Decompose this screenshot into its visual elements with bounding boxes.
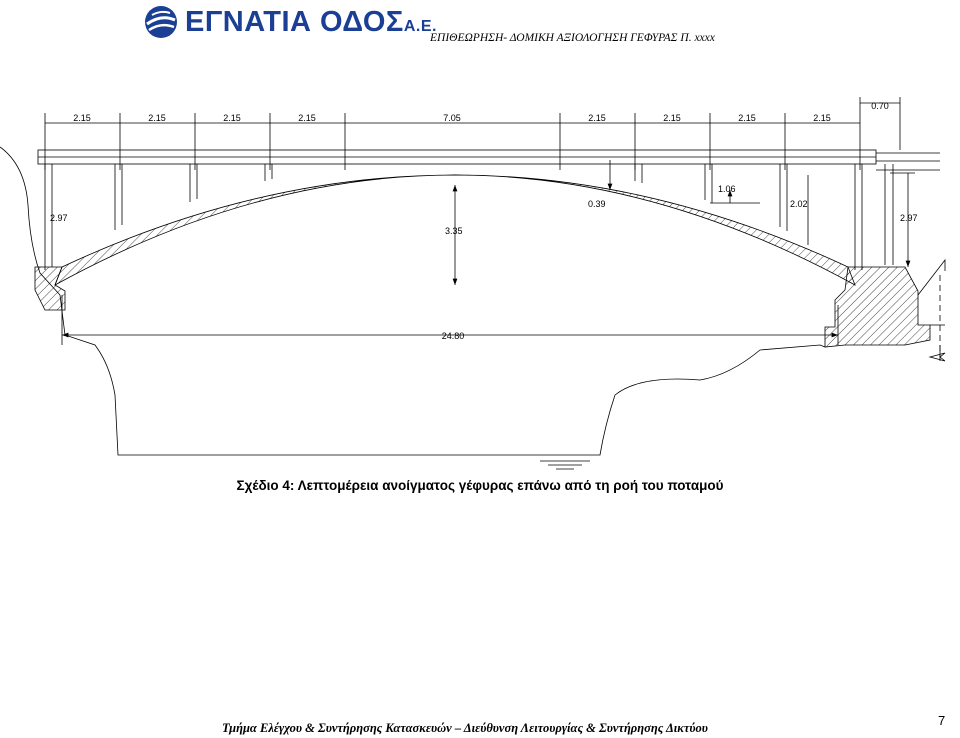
dim-label: 2.15	[223, 113, 241, 123]
dim-label: 0.70	[871, 101, 889, 111]
dim-label: 2.15	[148, 113, 166, 123]
page-footer: Τμήμα Ελέγχου & Συντήρησης Κατασκευών – Διεύθυνση Λειτουργίας & Συντήρησης Δικτύου	[222, 721, 708, 735]
ground-profile	[0, 147, 945, 469]
logo-text: ΕΓΝΑΤΙΑ ΟΔΟΣΑ.Ε.	[185, 5, 437, 38]
bridge-deck	[38, 150, 940, 170]
dim-label: 2.02	[790, 199, 808, 209]
document-title: ΕΠΙΘΕΩΡΗΣΗ- ΔΟΜΙΚΗ ΑΞΙΟΛΟΓΗΣΗ ΓΕΦΥΡΑΣ Π. xxxx	[430, 32, 715, 44]
spandrel-columns	[45, 164, 893, 270]
right-abutment	[825, 267, 930, 347]
globe-icon	[143, 4, 179, 40]
dim-label: 2.15	[813, 113, 831, 123]
dim-label: 2.15	[588, 113, 606, 123]
top-dimension-line	[45, 97, 900, 170]
dim-label: 3.35	[445, 226, 463, 236]
dim-label: 24.80	[441, 331, 465, 341]
dim-label: 2.97	[900, 213, 918, 223]
company-logo	[143, 3, 437, 41]
dim-label: 0.39	[588, 199, 606, 209]
dim-label: 2.97	[50, 213, 68, 223]
figure-caption: Σχέδιο 4: Λεπτομέρεια ανοίγματος γέφυρας επάνω από τη ροή του ποταμού	[236, 478, 724, 493]
dim-label: 1.06	[718, 184, 736, 194]
dim-label: 7.05	[443, 113, 461, 123]
page-number: 7	[938, 713, 946, 728]
dim-label: 2.15	[663, 113, 681, 123]
bridge-drawing	[0, 95, 960, 475]
dim-label: 2.15	[73, 113, 91, 123]
dim-label: 2.15	[738, 113, 756, 123]
dim-label: 2.15	[298, 113, 316, 123]
